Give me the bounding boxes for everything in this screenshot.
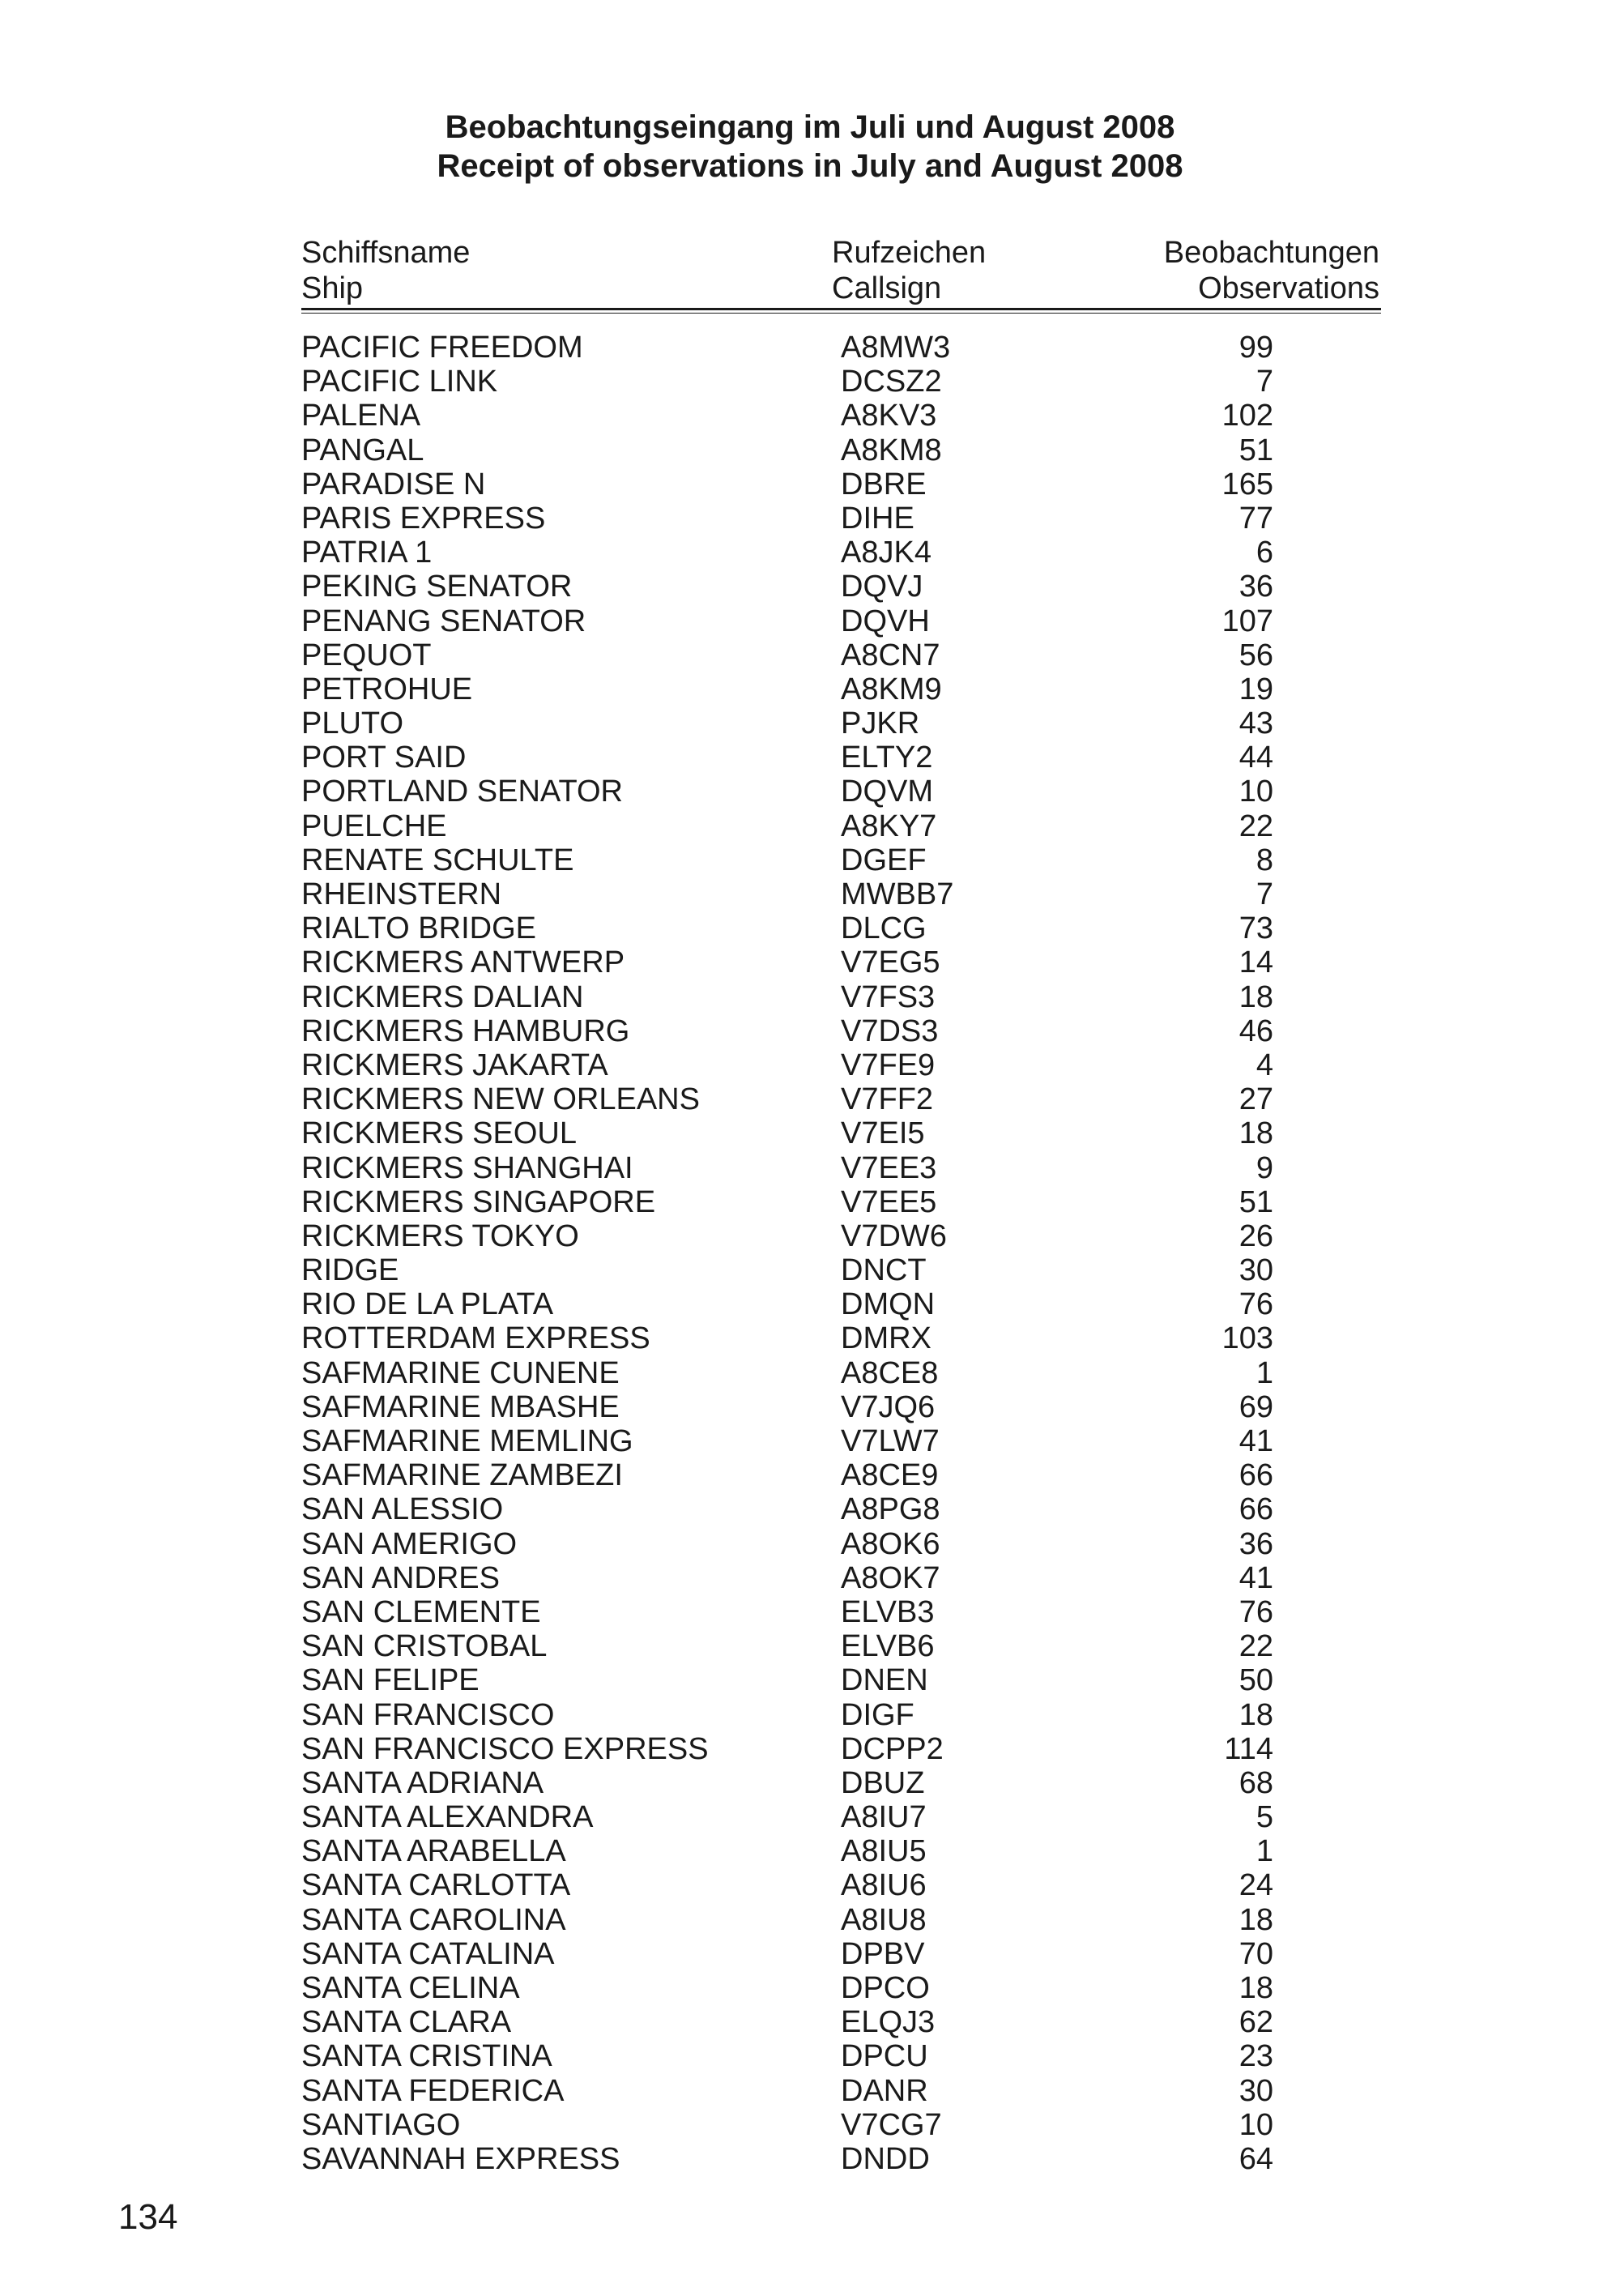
table-row bbox=[0, 570, 1620, 604]
ship-name-cell: RICKMERS ANTWERP bbox=[301, 945, 625, 980]
ship-name-cell: RICKMERS TOKYO bbox=[301, 1218, 579, 1253]
table-row bbox=[0, 1356, 1620, 1390]
ship-name-cell: RIO DE LA PLATA bbox=[301, 1287, 554, 1322]
ship-name-cell: SANTA CATALINA bbox=[301, 1936, 555, 1971]
callsign-cell: A8IU5 bbox=[841, 1834, 927, 1869]
page-title-german: Beobachtungseingang im Juli und August 2008 bbox=[445, 109, 1175, 145]
callsign-cell: DIGF bbox=[841, 1697, 914, 1732]
ship-name-cell: PATRIA 1 bbox=[301, 536, 433, 570]
table-row bbox=[0, 1800, 1620, 1834]
observations-cell: 10 bbox=[1238, 775, 1273, 809]
ship-name-cell: SANTA ALEXANDRA bbox=[301, 1800, 594, 1835]
table-row bbox=[0, 2039, 1620, 2073]
column-header-observations-german: Beobachtungen bbox=[1163, 236, 1379, 270]
callsign-cell: V7DW6 bbox=[841, 1218, 947, 1253]
ship-name-cell: RHEINSTERN bbox=[301, 877, 502, 911]
observations-cell: 30 bbox=[1238, 2073, 1273, 2108]
callsign-cell: DQVH bbox=[841, 604, 930, 638]
ship-name-cell: PARADISE N bbox=[301, 467, 486, 501]
observations-cell: 62 bbox=[1238, 2005, 1273, 2040]
callsign-cell: A8PG8 bbox=[841, 1492, 940, 1527]
observations-cell: 1 bbox=[1256, 1834, 1273, 1869]
table-row bbox=[0, 1321, 1620, 1355]
observations-cell: 18 bbox=[1238, 1116, 1273, 1151]
callsign-cell: A8IU6 bbox=[841, 1868, 927, 1903]
observations-cell: 76 bbox=[1238, 1594, 1273, 1629]
observations-cell: 70 bbox=[1238, 1936, 1273, 1971]
callsign-cell: ELVB3 bbox=[841, 1594, 935, 1629]
observations-cell: 14 bbox=[1238, 945, 1273, 980]
callsign-cell: A8KV3 bbox=[841, 399, 937, 433]
table-row bbox=[0, 1834, 1620, 1868]
ship-name-cell: SAFMARINE MEMLING bbox=[301, 1424, 633, 1458]
header-rule-thin bbox=[301, 313, 1381, 314]
callsign-cell: DPBV bbox=[841, 1936, 925, 1971]
callsign-cell: DBRE bbox=[841, 467, 927, 501]
table-row bbox=[0, 1116, 1620, 1150]
table-row bbox=[0, 2108, 1620, 2142]
ship-name-cell: PORTLAND SENATOR bbox=[301, 775, 623, 809]
table-row bbox=[0, 809, 1620, 843]
callsign-cell: DPCO bbox=[841, 1971, 930, 2005]
page-title-english: Receipt of observations in July and August 2008 bbox=[437, 148, 1183, 184]
table-row bbox=[0, 1048, 1620, 1082]
callsign-cell: A8KM8 bbox=[841, 433, 942, 467]
callsign-cell: A8KY7 bbox=[841, 809, 937, 843]
callsign-cell: DQVJ bbox=[841, 570, 923, 604]
callsign-cell: V7EG5 bbox=[841, 945, 940, 980]
callsign-cell: DLCG bbox=[841, 911, 927, 946]
column-header-observations-english: Observations bbox=[1198, 271, 1379, 305]
table-row bbox=[0, 740, 1620, 775]
table-row bbox=[0, 1458, 1620, 1492]
callsign-cell: V7DS3 bbox=[841, 1014, 939, 1048]
observations-cell: 76 bbox=[1238, 1287, 1273, 1322]
ship-name-cell: RICKMERS JAKARTA bbox=[301, 1048, 608, 1082]
observations-cell: 18 bbox=[1238, 979, 1273, 1014]
callsign-cell: DBUZ bbox=[841, 1765, 925, 1800]
callsign-cell: V7FF2 bbox=[841, 1082, 934, 1117]
table-row bbox=[0, 331, 1620, 365]
callsign-cell: A8OK7 bbox=[841, 1560, 940, 1595]
table-row bbox=[0, 501, 1620, 536]
observations-cell: 4 bbox=[1256, 1048, 1273, 1082]
callsign-cell: DQVM bbox=[841, 775, 933, 809]
table-row bbox=[0, 1287, 1620, 1321]
callsign-cell: PJKR bbox=[841, 706, 920, 741]
table-row bbox=[0, 672, 1620, 706]
callsign-cell: A8MW3 bbox=[841, 331, 951, 365]
observations-cell: 5 bbox=[1256, 1800, 1273, 1835]
observations-cell: 22 bbox=[1238, 809, 1273, 843]
observations-cell: 68 bbox=[1238, 1765, 1273, 1800]
ship-name-cell: SANTIAGO bbox=[301, 2107, 461, 2142]
table-row bbox=[0, 945, 1620, 979]
ship-name-cell: RICKMERS HAMBURG bbox=[301, 1014, 630, 1048]
ship-name-cell: PEQUOT bbox=[301, 638, 432, 672]
table-row bbox=[0, 1219, 1620, 1253]
table-row bbox=[0, 1629, 1620, 1663]
table-row bbox=[0, 604, 1620, 638]
table-row bbox=[0, 1698, 1620, 1732]
callsign-cell: A8IU8 bbox=[841, 1902, 927, 1937]
table-row bbox=[0, 911, 1620, 945]
observations-cell: 6 bbox=[1256, 536, 1273, 570]
observations-cell: 18 bbox=[1238, 1902, 1273, 1937]
observations-cell: 22 bbox=[1238, 1629, 1273, 1664]
callsign-cell: A8CE8 bbox=[841, 1355, 939, 1390]
table-row bbox=[0, 365, 1620, 399]
observations-cell: 103 bbox=[1221, 1321, 1273, 1356]
ship-name-cell: SAFMARINE CUNENE bbox=[301, 1355, 620, 1390]
callsign-cell: V7JQ6 bbox=[841, 1389, 936, 1424]
table-row bbox=[0, 433, 1620, 467]
ship-name-cell: RENATE SCHULTE bbox=[301, 843, 574, 877]
ship-name-cell: RICKMERS NEW ORLEANS bbox=[301, 1082, 700, 1117]
callsign-cell: A8JK4 bbox=[841, 536, 932, 570]
observations-cell: 1 bbox=[1256, 1355, 1273, 1390]
observations-cell: 7 bbox=[1256, 365, 1273, 399]
column-header-ship-english: Ship bbox=[301, 271, 364, 305]
ship-name-cell: SANTA CARLOTTA bbox=[301, 1868, 571, 1903]
observations-cell: 44 bbox=[1238, 740, 1273, 775]
ship-name-cell: PLUTO bbox=[301, 706, 404, 741]
observations-cell: 43 bbox=[1238, 706, 1273, 741]
table-row bbox=[0, 1868, 1620, 1902]
observations-cell: 102 bbox=[1221, 399, 1273, 433]
callsign-cell: DMQN bbox=[841, 1287, 936, 1322]
ship-name-cell: ROTTERDAM EXPRESS bbox=[301, 1321, 650, 1356]
observations-cell: 56 bbox=[1238, 638, 1273, 672]
callsign-cell: DCSZ2 bbox=[841, 365, 942, 399]
callsign-cell: V7FS3 bbox=[841, 979, 936, 1014]
callsign-cell: DCPP2 bbox=[841, 1731, 944, 1766]
ship-name-cell: SAN ALESSIO bbox=[301, 1492, 504, 1527]
table-row bbox=[0, 1971, 1620, 2005]
ship-name-cell: PARIS EXPRESS bbox=[301, 501, 546, 536]
table-row bbox=[0, 1014, 1620, 1048]
ship-name-cell: RICKMERS SEOUL bbox=[301, 1116, 577, 1151]
table-row bbox=[0, 1561, 1620, 1595]
ship-name-cell: PUELCHE bbox=[301, 809, 447, 843]
table-row bbox=[0, 399, 1620, 433]
ship-name-cell: SANTA ADRIANA bbox=[301, 1765, 544, 1800]
table-row bbox=[0, 843, 1620, 877]
callsign-cell: DGEF bbox=[841, 843, 927, 877]
table-row bbox=[0, 1253, 1620, 1287]
observations-cell: 9 bbox=[1256, 1150, 1273, 1185]
observations-cell: 41 bbox=[1238, 1560, 1273, 1595]
callsign-cell: DNDD bbox=[841, 2141, 930, 2176]
column-header-callsign-english: Callsign bbox=[832, 271, 942, 305]
callsign-cell: V7EI5 bbox=[841, 1116, 925, 1151]
callsign-cell: DPCU bbox=[841, 2039, 928, 2074]
callsign-cell: DNEN bbox=[841, 1663, 928, 1698]
callsign-cell: DIHE bbox=[841, 501, 914, 536]
callsign-cell: ELVB6 bbox=[841, 1629, 935, 1664]
callsign-cell: A8OK6 bbox=[841, 1526, 940, 1561]
observations-cell: 46 bbox=[1238, 1014, 1273, 1048]
observations-cell: 51 bbox=[1238, 1184, 1273, 1219]
observations-cell: 50 bbox=[1238, 1663, 1273, 1698]
table-row bbox=[0, 706, 1620, 740]
ship-name-cell: PACIFIC FREEDOM bbox=[301, 331, 583, 365]
observations-cell: 24 bbox=[1238, 1868, 1273, 1903]
ship-name-cell: SANTA CRISTINA bbox=[301, 2039, 552, 2074]
observations-cell: 66 bbox=[1238, 1458, 1273, 1493]
observations-cell: 41 bbox=[1238, 1424, 1273, 1458]
callsign-cell: V7EE5 bbox=[841, 1184, 937, 1219]
ship-name-cell: SANTA CLARA bbox=[301, 2005, 512, 2040]
ship-name-cell: SAVANNAH EXPRESS bbox=[301, 2141, 620, 2176]
ship-name-cell: RIDGE bbox=[301, 1253, 399, 1288]
ship-name-cell: RIALTO BRIDGE bbox=[301, 911, 536, 946]
observations-cell: 165 bbox=[1221, 467, 1273, 501]
table-row bbox=[0, 1492, 1620, 1526]
callsign-cell: V7FE9 bbox=[841, 1048, 936, 1082]
ship-name-cell: SAN FRANCISCO bbox=[301, 1697, 555, 1732]
table-row bbox=[0, 877, 1620, 911]
ship-name-cell: PANGAL bbox=[301, 433, 424, 467]
table-row bbox=[0, 1390, 1620, 1424]
table-row bbox=[0, 638, 1620, 672]
ship-name-cell: SAN CRISTOBAL bbox=[301, 1629, 548, 1664]
table-row bbox=[0, 2074, 1620, 2108]
ship-name-cell: SAN AMERIGO bbox=[301, 1526, 518, 1561]
table-row bbox=[0, 467, 1620, 501]
observations-cell: 77 bbox=[1238, 501, 1273, 536]
callsign-cell: A8KM9 bbox=[841, 672, 942, 706]
callsign-cell: A8CN7 bbox=[841, 638, 940, 672]
callsign-cell: MWBB7 bbox=[841, 877, 954, 911]
ship-name-cell: SANTA CELINA bbox=[301, 1971, 520, 2005]
ship-name-cell: SANTA CAROLINA bbox=[301, 1902, 566, 1937]
table-row bbox=[0, 1151, 1620, 1185]
table-row bbox=[0, 1082, 1620, 1116]
observations-cell: 36 bbox=[1238, 1526, 1273, 1561]
callsign-cell: DANR bbox=[841, 2073, 928, 2108]
observations-table bbox=[0, 331, 1620, 2176]
observations-cell: 18 bbox=[1238, 1971, 1273, 2005]
observations-cell: 107 bbox=[1221, 604, 1273, 638]
observations-cell: 8 bbox=[1256, 843, 1273, 877]
callsign-cell: ELTY2 bbox=[841, 740, 933, 775]
table-row bbox=[0, 536, 1620, 570]
callsign-cell: V7EE3 bbox=[841, 1150, 937, 1185]
ship-name-cell: PEKING SENATOR bbox=[301, 570, 573, 604]
observations-cell: 27 bbox=[1238, 1082, 1273, 1117]
ship-name-cell: PACIFIC LINK bbox=[301, 365, 498, 399]
callsign-cell: V7CG7 bbox=[841, 2107, 942, 2142]
callsign-cell: V7LW7 bbox=[841, 1424, 940, 1458]
ship-name-cell: RICKMERS DALIAN bbox=[301, 979, 584, 1014]
ship-name-cell: SAFMARINE ZAMBEZI bbox=[301, 1458, 623, 1493]
ship-name-cell: SAN FELIPE bbox=[301, 1663, 480, 1698]
ship-name-cell: PENANG SENATOR bbox=[301, 604, 586, 638]
observations-cell: 7 bbox=[1256, 877, 1273, 911]
ship-name-cell: RICKMERS SHANGHAI bbox=[301, 1150, 633, 1185]
page-number: 134 bbox=[118, 2197, 178, 2237]
ship-name-cell: SAN CLEMENTE bbox=[301, 1594, 541, 1629]
ship-name-cell: SANTA ARABELLA bbox=[301, 1834, 566, 1869]
table-row bbox=[0, 775, 1620, 809]
observations-cell: 51 bbox=[1238, 433, 1273, 467]
observations-cell: 64 bbox=[1238, 2141, 1273, 2176]
table-row bbox=[0, 1424, 1620, 1458]
table-row bbox=[0, 1185, 1620, 1219]
column-header-ship-german: Schiffsname bbox=[301, 236, 471, 270]
table-row bbox=[0, 1766, 1620, 1800]
callsign-cell: ELQJ3 bbox=[841, 2005, 936, 2040]
callsign-cell: DMRX bbox=[841, 1321, 932, 1356]
table-row bbox=[0, 2142, 1620, 2176]
observations-cell: 18 bbox=[1238, 1697, 1273, 1732]
ship-name-cell: SANTA FEDERICA bbox=[301, 2073, 565, 2108]
observations-cell: 30 bbox=[1238, 1253, 1273, 1288]
table-row bbox=[0, 2005, 1620, 2039]
observations-cell: 36 bbox=[1238, 570, 1273, 604]
observations-cell: 23 bbox=[1238, 2039, 1273, 2074]
ship-name-cell: SAN FRANCISCO EXPRESS bbox=[301, 1731, 709, 1766]
ship-name-cell: PALENA bbox=[301, 399, 421, 433]
observations-cell: 19 bbox=[1238, 672, 1273, 706]
observations-cell: 114 bbox=[1224, 1731, 1273, 1766]
observations-cell: 10 bbox=[1238, 2107, 1273, 2142]
table-row bbox=[0, 1527, 1620, 1561]
ship-name-cell: PORT SAID bbox=[301, 740, 467, 775]
table-row bbox=[0, 980, 1620, 1014]
table-row bbox=[0, 1595, 1620, 1629]
ship-name-cell: RICKMERS SINGAPORE bbox=[301, 1184, 656, 1219]
table-row bbox=[0, 1903, 1620, 1937]
observations-cell: 99 bbox=[1238, 331, 1273, 365]
table-row bbox=[0, 1663, 1620, 1697]
observations-cell: 26 bbox=[1238, 1218, 1273, 1253]
observations-cell: 69 bbox=[1238, 1389, 1273, 1424]
table-row bbox=[0, 1732, 1620, 1766]
column-header-callsign-german: Rufzeichen bbox=[832, 236, 987, 270]
table-row bbox=[0, 1937, 1620, 1971]
callsign-cell: A8CE9 bbox=[841, 1458, 939, 1493]
ship-name-cell: SAFMARINE MBASHE bbox=[301, 1389, 620, 1424]
header-rule-thick bbox=[301, 308, 1381, 310]
ship-name-cell: SAN ANDRES bbox=[301, 1560, 500, 1595]
callsign-cell: DNCT bbox=[841, 1253, 927, 1288]
observations-cell: 73 bbox=[1238, 911, 1273, 946]
callsign-cell: A8IU7 bbox=[841, 1800, 927, 1835]
ship-name-cell: PETROHUE bbox=[301, 672, 473, 706]
observations-cell: 66 bbox=[1238, 1492, 1273, 1527]
